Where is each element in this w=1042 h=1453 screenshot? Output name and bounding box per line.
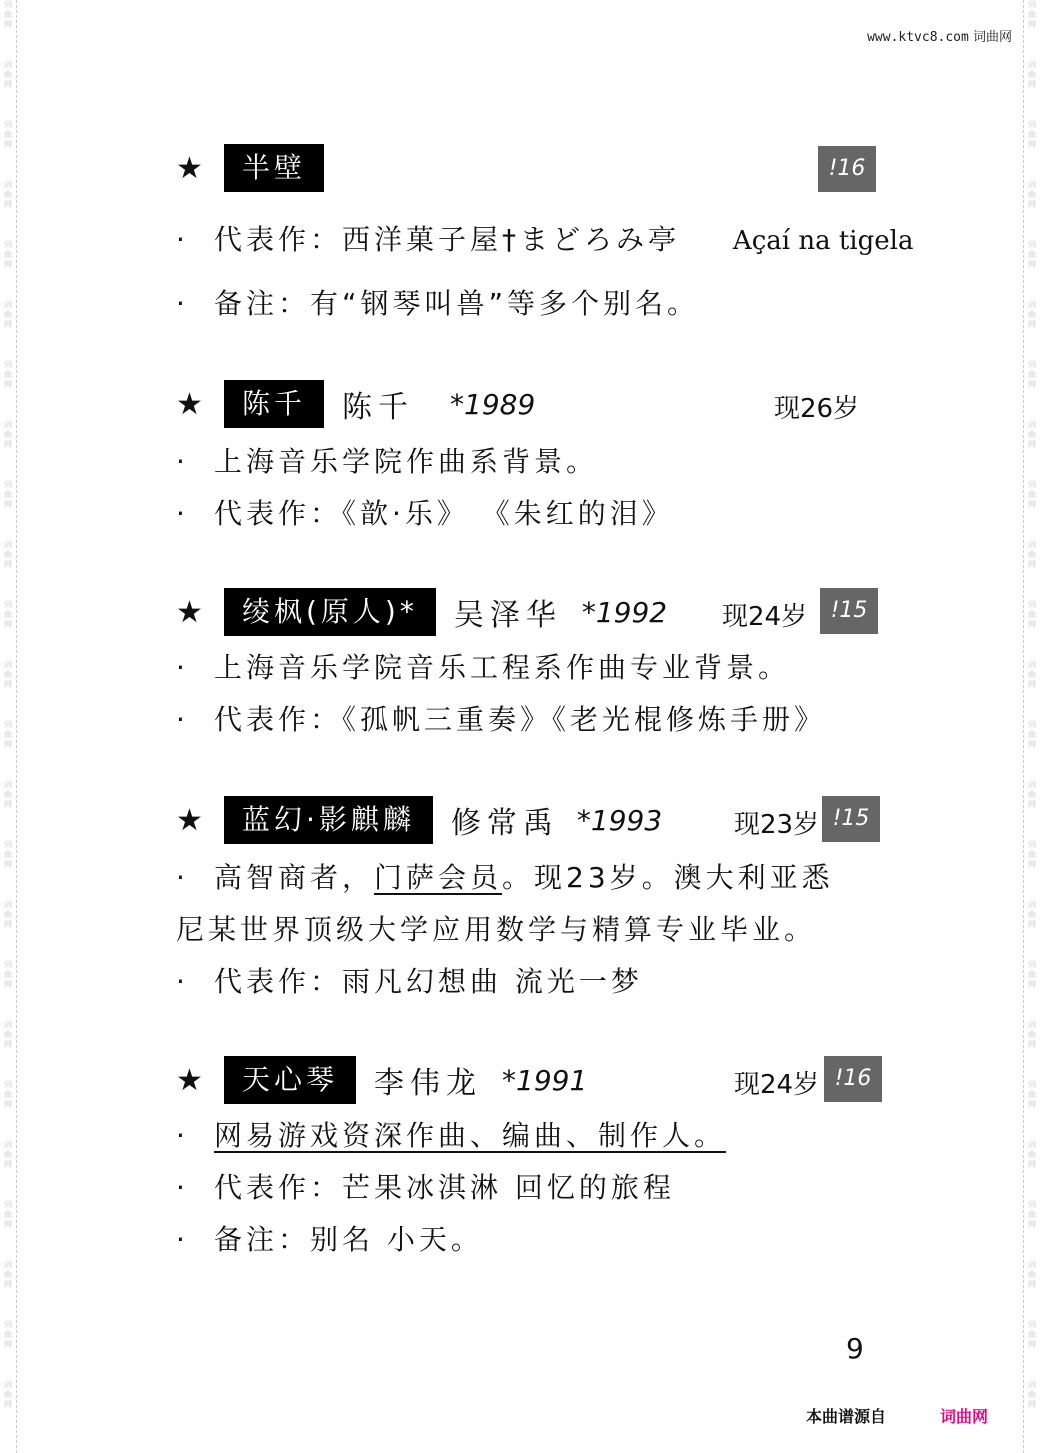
margin-watermark-text: 词曲网 xyxy=(1028,0,1036,29)
entry-line: · 网易游戏资深作曲、编曲、制作人。 xyxy=(176,1119,727,1152)
margin-watermark-text: 词曲网 xyxy=(4,780,12,809)
margin-watermark-text: 词曲网 xyxy=(1028,360,1036,389)
margin-watermark-text: 词曲网 xyxy=(1028,1200,1036,1229)
margin-watermark-text: 词曲网 xyxy=(4,1380,12,1409)
star-icon: ★ xyxy=(176,150,203,186)
margin-watermark-text: 词曲网 xyxy=(4,1020,12,1049)
margin-watermark-text: 词曲网 xyxy=(1028,180,1036,209)
alias-tag: 半壁 xyxy=(224,144,324,192)
birth-year: *1991 xyxy=(502,1063,588,1097)
margin-watermark-text: 词曲网 xyxy=(1028,1260,1036,1289)
margin-watermark-text: 词曲网 xyxy=(1028,480,1036,509)
stamp-badge: !16 xyxy=(824,1056,882,1102)
margin-watermark-text: 词曲网 xyxy=(1028,60,1036,89)
margin-watermark-text: 词曲网 xyxy=(4,360,12,389)
alias-tag: 陈千 xyxy=(224,380,324,428)
real-name: 李伟龙 xyxy=(374,1066,483,1101)
margin-watermark-text: 词曲网 xyxy=(4,0,12,29)
entry-header xyxy=(176,796,662,844)
margin-watermark-text: 词曲网 xyxy=(4,900,12,929)
source-footer xyxy=(806,1404,988,1427)
entry-line: · 代表作：《歆·乐》 《朱红的泪》 xyxy=(176,497,674,530)
real-name: 修常禹 xyxy=(450,806,559,841)
margin-watermark-text: 词曲网 xyxy=(4,1200,12,1229)
entry-header xyxy=(176,1056,587,1104)
margin-watermark-text: 词曲网 xyxy=(1028,1380,1036,1409)
alias-tag: 绫枫(原人)* xyxy=(224,588,436,636)
star-icon: ★ xyxy=(176,594,203,630)
entry-line: · 代表作：《孤帆三重奏》《老光棍修炼手册》 xyxy=(176,703,827,736)
margin-watermark-text: 词曲网 xyxy=(4,960,12,989)
star-icon: ★ xyxy=(176,1062,203,1098)
stamp-badge: !16 xyxy=(818,146,876,192)
entry-header xyxy=(176,588,667,636)
entry-header xyxy=(176,144,324,192)
margin-watermark-text: 词曲网 xyxy=(1028,300,1036,329)
entry-line: · 高智商者，门萨会员。现23岁。澳大利亚悉 xyxy=(176,861,834,894)
margin-watermark-text: 词曲网 xyxy=(4,1260,12,1289)
alias-tag: 蓝幻·影麒麟 xyxy=(224,796,433,844)
entry-line: 尼某世界顶级大学应用数学与精算专业毕业。 xyxy=(176,913,817,946)
birth-year: *1992 xyxy=(581,595,668,629)
margin-watermark-text: 词曲网 xyxy=(4,240,12,269)
margin-watermark-text: 词曲网 xyxy=(1028,540,1036,569)
margin-watermark-text: 词曲网 xyxy=(1028,1140,1036,1169)
margin-watermark-text: 词曲网 xyxy=(4,720,12,749)
margin-watermark-text: 词曲网 xyxy=(4,60,12,89)
entry-line: · 代表作：西洋菓子屋†まどろみ亭 Açaí na tigela xyxy=(176,223,914,256)
margin-watermark-text: 词曲网 xyxy=(4,600,12,629)
page-number: 9 xyxy=(846,1332,864,1365)
stamp-badge: !15 xyxy=(820,588,878,634)
margin-watermark-text: 词曲网 xyxy=(4,120,12,149)
entry-line: · 上海音乐学院作曲系背景。 xyxy=(176,445,599,478)
entry-line: · 代表作：雨凡幻想曲 流光一梦 xyxy=(176,965,643,998)
site-name: 词曲网 xyxy=(972,30,1012,45)
margin-watermark-text: 词曲网 xyxy=(1028,840,1036,869)
margin-watermark-text: 词曲网 xyxy=(4,480,12,509)
margin-watermark-text: 词曲网 xyxy=(1028,720,1036,749)
margin-watermark-text: 词曲网 xyxy=(1028,900,1036,929)
margin-watermark-text: 词曲网 xyxy=(4,540,12,569)
real-name: 陈千 xyxy=(342,390,415,425)
margin-watermark-text: 词曲网 xyxy=(4,1140,12,1169)
margin-watermark-text: 词曲网 xyxy=(1028,240,1036,269)
site-header xyxy=(867,26,1012,45)
site-url[interactable]: www.ktvc8.com xyxy=(867,30,969,45)
margin-watermark-text: 词曲网 xyxy=(4,180,12,209)
age-label: 现24岁 xyxy=(722,602,808,632)
mensa-link[interactable]: 门萨会员 xyxy=(374,861,503,894)
birth-year: *1993 xyxy=(576,803,663,837)
margin-watermark-text: 词曲网 xyxy=(1028,120,1036,149)
right-margin-watermark xyxy=(1023,0,1042,1453)
source-label: 本曲谱源自 xyxy=(806,1407,887,1426)
margin-watermark-text: 词曲网 xyxy=(1028,1020,1036,1049)
stamp-badge: !15 xyxy=(822,796,880,842)
margin-watermark-text: 词曲网 xyxy=(4,1080,12,1109)
margin-watermark-text: 词曲网 xyxy=(1028,780,1036,809)
entry-line: · 上海音乐学院音乐工程系作曲专业背景。 xyxy=(176,651,791,684)
margin-watermark-text: 词曲网 xyxy=(1028,1320,1036,1349)
entry-line: · 代表作：芒果冰淇淋 回忆的旅程 xyxy=(176,1171,675,1204)
star-icon: ★ xyxy=(176,386,203,422)
entry-line: · 备注：有“钢琴叫兽”等多个别名。 xyxy=(176,287,700,320)
real-name: 吴泽华 xyxy=(453,598,562,633)
margin-watermark-text: 词曲网 xyxy=(4,660,12,689)
age-label: 现24岁 xyxy=(734,1070,820,1100)
star-icon: ★ xyxy=(176,802,203,838)
left-margin-watermark xyxy=(0,0,17,1453)
source-site-link[interactable]: 词曲网 xyxy=(940,1407,989,1426)
entry-header xyxy=(176,380,535,428)
age-label: 现23岁 xyxy=(734,810,820,840)
margin-watermark-text: 词曲网 xyxy=(1028,660,1036,689)
margin-watermark-text: 词曲网 xyxy=(4,840,12,869)
age-label: 现26岁 xyxy=(774,394,860,424)
margin-watermark-text: 词曲网 xyxy=(1028,1080,1036,1109)
margin-watermark-text: 词曲网 xyxy=(1028,960,1036,989)
work-title-latin: Açaí na tigela xyxy=(732,226,914,256)
birth-year: *1989 xyxy=(450,387,536,421)
margin-watermark-text: 词曲网 xyxy=(1028,420,1036,449)
margin-watermark-text: 词曲网 xyxy=(4,1320,12,1349)
alias-tag: 天心琴 xyxy=(224,1056,356,1104)
margin-watermark-text: 词曲网 xyxy=(4,300,12,329)
margin-watermark-text: 词曲网 xyxy=(4,420,12,449)
entry-line: · 备注：别名 小天。 xyxy=(176,1223,483,1256)
margin-watermark-text: 词曲网 xyxy=(1028,600,1036,629)
